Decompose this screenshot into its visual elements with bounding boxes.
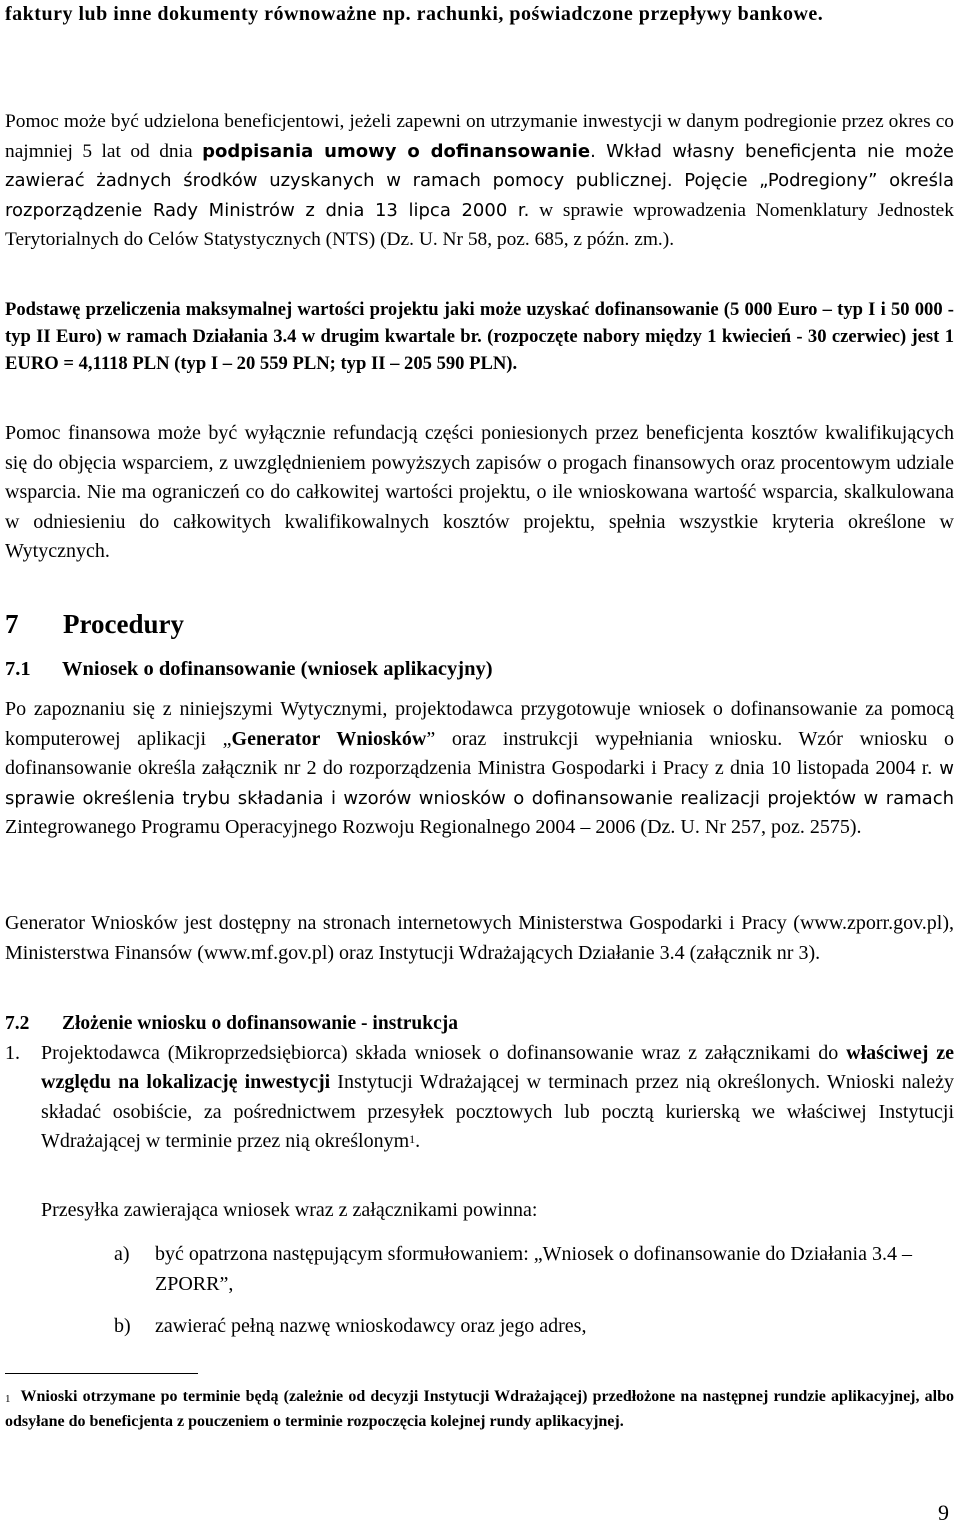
subsection-heading [5, 654, 954, 684]
sub-item-a [5, 1239, 954, 1299]
paragraph-text [5, 695, 954, 843]
text-run: Projektodawca (Mikroprzedsiębiorca) składa wniosek o dofinansowanie wraz z załącznikami do [41, 1042, 847, 1064]
paragraph-text [5, 107, 954, 255]
subsection-number: 7.1 [5, 658, 31, 680]
text-run: Instytucji Wdrażającej w terminach przez nią określonych. Wnioski należy składać osobiście, za pośrednictwem przesyłek pocztowych lub pocztą kurierską we właściwej Instytucji Wdrażającej w terminie przez nią określonym [41, 1071, 954, 1152]
text-run: w sprawie określenia trybu składania i wzorów wniosków o dofinansowanie realizacji projektów w ramach [5, 758, 954, 809]
text-run: . Wkład własny beneficjenta nie może zawierać żadnych środków uzyskanych w ramach pomocy publicznej. Pojęcie „Podregiony” określa rozporządzenie Rady Ministrów z dnia 13 lipca 2000 r. [5, 140, 954, 221]
sub-list-letter: a) [114, 1243, 130, 1265]
text-run: w sprawie wprowadzenia Nomenklatury Jednostek Terytorialnych do Celów Statystycznych (NTS) (Dz. U. Nr 58, poz. 685, z późn. zm.). [5, 199, 954, 250]
text-run: Po zapoznaniu się z niniejszymi Wytycznymi, projektodawca przygotowuje wniosek o dofinansowanie za pomocą komputerowej aplikacji „ [5, 698, 954, 750]
footnote-reference[interactable]: 1 [409, 1131, 416, 1146]
footnote-body: Wnioski otrzymane po terminie będą (zależnie od decyzji Instytucji Wdrażającej) przedłożone na następnej rundzie aplikacyjnej, albo odsyłane do beneficjenta z pouczeniem o terminie rozpoczęcia kolejnej rundy aplikacyjnej. [5, 1388, 954, 1430]
heading-procedures [5, 604, 954, 644]
sub-item-b [5, 1311, 954, 1341]
paragraph-beneficiary-support [5, 107, 954, 255]
sub-list-text: być opatrzona następującym sformułowaniem: „Wniosek o dofinansowanie do Działania 3.4 – ZPORR”, [155, 1243, 912, 1295]
paragraph-application-generator [5, 695, 954, 843]
footnote-text [5, 1385, 954, 1434]
list-item-1 [5, 1039, 954, 1156]
paragraph-text: Przesyłka zawierająca wniosek wraz z załącznikami powinna: [41, 1199, 538, 1221]
subsection-heading [5, 1010, 954, 1038]
list-number: 1. [5, 1042, 20, 1064]
page-number: 9 [938, 1500, 949, 1525]
text-run: ” oraz instrukcji wypełniania wniosku. Wzór wniosku o dofinansowanie określa załącznik nr 2 do rozporządzenia Ministra Gospodarki i Pracy z dnia 10 listopada 2004 r. [5, 727, 955, 779]
text-run: . [415, 1129, 421, 1152]
paragraph-package [5, 1196, 954, 1226]
footnote-separator [5, 1373, 198, 1374]
subsection-title: Wniosek o dofinansowanie (wniosek aplikacyjny) [62, 658, 493, 680]
list-item-text [41, 1039, 954, 1156]
bold-text-run: podpisania umowy o dofinansowanie [202, 140, 591, 162]
section-number: 7 [5, 609, 19, 639]
paragraph-continuation [5, 0, 954, 29]
sub-list-text: zawierać pełną nazwę wnioskodawcy oraz jego adres, [155, 1315, 587, 1337]
list-item [5, 1039, 954, 1156]
section-title: Procedury [63, 609, 184, 639]
paragraph-conversion-basis [5, 296, 954, 377]
sub-list-item [5, 1239, 954, 1299]
paragraph-text: faktury lub inne dokumenty równoważne np. rachunki, poświadczone przepływy bankowe. [5, 3, 824, 25]
bold-text-run: właściwej ze względu na lokalizację inwestycji [41, 1042, 954, 1094]
paragraph-text: Generator Wniosków jest dostępny na stronach internetowych Ministerstwa Gospodarki i Pracy (www.zporr.gov.pl), Ministerstwa Finansów (www.mf.gov.pl) oraz Instytucji Wdrażających Działanie 3.4 (załącznik nr 3). [5, 912, 954, 964]
bold-text-run: Generator Wniosków [231, 727, 427, 750]
footnote [5, 1385, 954, 1434]
paragraph-financial-aid [5, 419, 954, 567]
footnote-number: 1 [5, 1393, 11, 1405]
paragraph-text: Pomoc finansowa może być wyłącznie refundacją części poniesionych przez beneficjenta kosztów kwalifikujących się do objęcia wsparciem, z uwzględnieniem powyższych zapisów o progach finansowych oraz procentowym udziale wsparcia. Nie ma ograniczeń co do całkowitej wartości projektu, o ile wnioskowana wartość wsparcia, skalkulowana w odniesieniu do całkowitych kwalifikowalnych kosztów projektu, spełnia wszystkie kryteria określone w Wytycznych. [5, 422, 954, 562]
text-run: Zintegrowanego Programu Operacyjnego Rozwoju Regionalnego 2004 – 2006 (Dz. U. Nr 257, poz. 2575). [5, 816, 862, 838]
heading-7-1 [5, 654, 954, 684]
heading-7-2 [5, 1010, 954, 1038]
section-heading [5, 604, 954, 644]
text-run: Pomoc może być udzielona beneficjentowi, jeżeli zapewni on utrzymanie inwestycji w danym podregionie przez okres co najmniej 5 lat od dnia [5, 111, 954, 162]
sub-list-item [5, 1311, 954, 1341]
paragraph-generator-availability [5, 909, 954, 968]
sub-list-letter: b) [114, 1315, 131, 1337]
paragraph-text: Podstawę przeliczenia maksymalnej wartości projektu jaki może uzyskać dofinansowanie (5 000 Euro – typ I i 50 000 - typ II Euro) w ramach Działania 3.4 w drugim kwartale br. (rozpoczęte nabory między 1 kwiecień - 30 czerwiec) jest 1 EURO = 4,1118 PLN (typ I – 20 559 PLN; typ II – 205 590 PLN). [5, 299, 954, 374]
subsection-title: Złożenie wniosku o dofinansowanie - instrukcja [62, 1013, 459, 1034]
subsection-number: 7.2 [5, 1013, 30, 1034]
